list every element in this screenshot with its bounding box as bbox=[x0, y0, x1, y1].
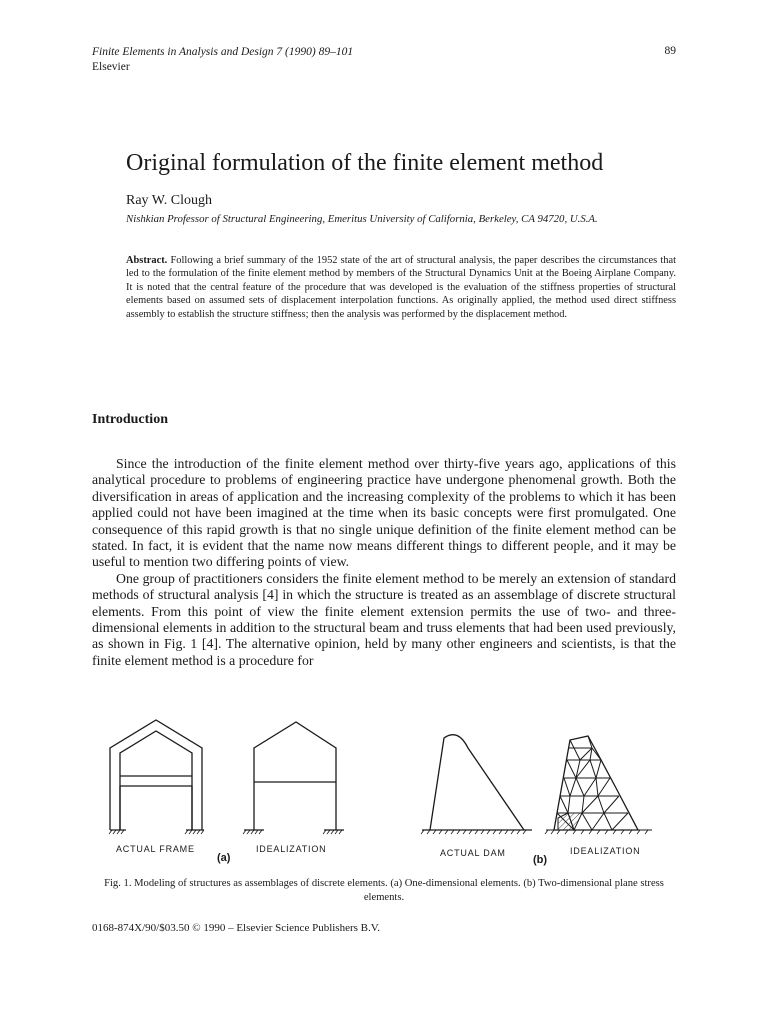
idealized-frame-drawing bbox=[243, 722, 344, 834]
publisher-name: Elsevier bbox=[92, 61, 130, 73]
abstract-label: Abstract. bbox=[126, 255, 168, 266]
article-title: Original formulation of the finite element method bbox=[126, 150, 604, 176]
section-heading: Introduction bbox=[92, 412, 168, 427]
actual-dam-drawing bbox=[421, 735, 532, 834]
abstract-text: Following a brief summary of the 1952 state of the art of structural analysis, the paper describes the circumstances that led to the formulation of the finite element method by members of the Structural Dynamics Unit at the Boeing Airplane Company. It is noted that the central feature of the procedure that was developed is the evaluation of the stiffness properties of structural elements based on assumed sets of displacement interpolation functions. As originally applied, the method used direct stiffness assembly to establish the structure stiffness; then the analysis was performed by the displacement method. bbox=[126, 255, 676, 320]
label-idealization-b: IDEALIZATION bbox=[570, 846, 641, 856]
actual-frame-drawing bbox=[109, 720, 204, 834]
label-actual-dam: ACTUAL DAM bbox=[440, 848, 506, 858]
page-number: 89 bbox=[664, 45, 676, 57]
body-text bbox=[92, 456, 676, 669]
paragraph-1: Since the introduction of the finite element method over thirty-five years ago, applications of this analytical procedure to problems of engineering practice have undergone phenomenal growth. Both the diversification in areas of application and the increasing complexity of the problems to which it has been applied could not have been imagined at the time when its basic concepts were first promulgated. One consequence of this rapid growth is that no single unique definition of the finite element method can be stated. In fact, it is evident that the name now means different things to different people, and it may be useful to mention two differing points of view. bbox=[92, 456, 676, 570]
tag-b: (b) bbox=[533, 854, 548, 866]
copyright-line: 0168-874X/90/$03.50 © 1990 – Elsevier Science Publishers B.V. bbox=[92, 922, 381, 934]
label-actual-frame: ACTUAL FRAME bbox=[116, 844, 195, 854]
figure-caption: Fig. 1. Modeling of structures as assemblages of discrete elements. (a) One-dimensional elements. (b) Two-dimensional plane stress elements. bbox=[104, 878, 664, 903]
tag-a: (a) bbox=[217, 852, 231, 864]
paragraph-2: One group of practitioners considers the finite element method to be merely an extension of standard methods of structural analysis [4] in which the structure is treated as an assemblage of discrete structural elements. From this point of view the finite element extension permits the use of two- and three-dimensional elements in addition to the structural beam and truss elements that had been used previously, as shown in Fig. 1 [4]. The alternative opinion, held by many other engineers and scientists, is that the finite element method is a procedure for bbox=[92, 570, 676, 668]
journal-citation: Finite Elements in Analysis and Design 7 (1990) 89–101 bbox=[92, 46, 354, 58]
figure-1 bbox=[92, 718, 676, 868]
idealized-dam-mesh bbox=[545, 736, 652, 834]
author-affiliation: Nishkian Professor of Structural Engineering, Emeritus University of California, Berkeley, CA 94720, U.S.A. bbox=[126, 213, 598, 225]
author-name: Ray W. Clough bbox=[126, 193, 212, 208]
abstract bbox=[126, 254, 676, 321]
label-idealization-a: IDEALIZATION bbox=[256, 844, 327, 854]
